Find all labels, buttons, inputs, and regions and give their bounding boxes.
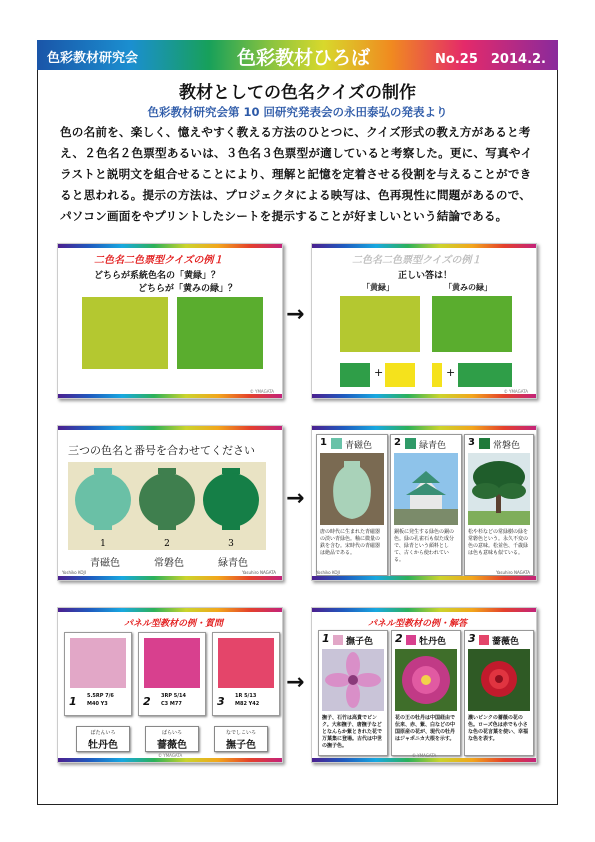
color-chip-card-1 (64, 632, 132, 716)
slide-title: 二色名二色票型クイズの例１ (94, 255, 224, 266)
card-number: 1 (320, 437, 327, 448)
card-swatch (405, 438, 416, 449)
body-line: ると思われる。提示の方法は、プロジェクタによる映写は、色再現性に問題があるので、 (60, 188, 532, 202)
chip-number: 2 (143, 695, 151, 708)
slide-lantern-quiz (57, 425, 283, 581)
answer-name: 牡丹色 (88, 740, 118, 751)
header-banner (37, 40, 558, 70)
slide-quiz-question (57, 243, 283, 399)
arrow-icon: → (286, 486, 305, 511)
chip-number: 1 (69, 695, 77, 708)
slide-photo-answer (311, 425, 537, 581)
color-chip-card-2 (138, 632, 206, 716)
chip-swatch (70, 638, 126, 688)
chip-swatch (144, 638, 200, 688)
lantern-number: 3 (228, 539, 234, 549)
arrow-icon: → (286, 302, 305, 327)
answer-card-3 (464, 434, 534, 576)
panel-swatch (406, 635, 416, 645)
color-swatch-a (82, 297, 168, 369)
copyright: © YMAGATA (158, 753, 183, 758)
rainbow-bar (312, 394, 536, 398)
rainbow-bar (312, 244, 536, 248)
body-line: え、２色名２色票型あるいは、３色名３色票型が適していると考察した。更に、写真やイ (60, 146, 533, 160)
panel-description: 花の王の牡丹は中国経由で伝来、赤、紫、白などの中国原産の花が、現代の牡丹はジャポニカ大根を示す。 (395, 715, 456, 742)
lantern-1 (75, 468, 131, 530)
body-line: 色の名前を、楽しく、憶えやすく教える方法のひとつに、クイズ形式の教え方があると考 (60, 125, 531, 139)
article-body (60, 122, 545, 227)
answer-tile-botan (76, 726, 130, 752)
rainbow-bar (58, 608, 282, 612)
rainbow-bar (58, 576, 282, 580)
answer-tile-nadeshiko (214, 726, 268, 752)
header-magazine: 色彩教材ひろば (237, 47, 371, 69)
color-swatch-yellowish-green (432, 296, 512, 352)
plus-sign: + (446, 366, 456, 379)
chip-number: 3 (217, 695, 225, 708)
chip-green-wide (458, 363, 512, 387)
lantern-number: 1 (100, 539, 106, 549)
color-swatch-yellowgreen (340, 296, 420, 352)
castle-photo (394, 453, 458, 525)
card-description: 松や杉などの常緑樹の緑を常磐色という。永久不変の色の意味。松並色、千歳緑は色も意味も似ている。 (468, 529, 529, 556)
author-right: Yasuhiro NAGATA (242, 570, 276, 575)
copyright: © YMAGATA (412, 753, 437, 758)
panel-number: 3 (468, 632, 476, 645)
quiz-question-1: どちらが系統色名の「黄緑」？ (94, 271, 221, 281)
lantern-2 (139, 468, 195, 530)
color-swatch-b (177, 297, 263, 369)
answer-card-1 (316, 434, 388, 576)
slide-panel-answer (311, 607, 537, 763)
chip-cmyk: M40 Y3 (87, 701, 108, 707)
header-org: 色彩教材研究会 (47, 51, 139, 66)
color-name-option: 常磐色 (154, 558, 184, 569)
panel-number: 1 (322, 632, 330, 645)
card-color-name: 常磐色 (493, 441, 521, 451)
dianthus-flower-photo (322, 649, 384, 711)
rainbow-bar (312, 758, 536, 762)
lantern-3 (203, 468, 259, 530)
card-description: 銅板に発生する緑色の銅の色。緑の孔雀石も似た成分で、緑青という顔料として、古くから使われている。 (394, 529, 455, 563)
panel-number: 2 (395, 632, 403, 645)
article-title: 教材としての色名クイズの制作 (179, 83, 416, 103)
slide-title: パネル型教材の例・質問 (124, 619, 224, 629)
lantern-panel (68, 462, 266, 550)
answer-name: 撫子色 (226, 740, 256, 751)
lantern-illustrations (68, 462, 266, 550)
answer-ruby: ぼたんいろ (90, 730, 116, 736)
panel-description: 濃いピンクの薔薇の花の色。ローズ色は赤でも小さな色の花言葉を使い、幸福な色を表す。 (468, 715, 529, 742)
panel-swatch (333, 635, 343, 645)
rainbow-bar (312, 426, 536, 430)
slide-panel-question (57, 607, 283, 763)
slide-title: 三つの色名と番号を合わせてください (68, 444, 255, 457)
answer-name: 薔薇色 (157, 740, 187, 751)
chip-code: 1R 5/13 (235, 693, 257, 699)
panel-color-name: 牡丹色 (419, 637, 447, 647)
answer-ruby: ばらいろ (161, 730, 182, 736)
answer-ruby: なでしこいろ (225, 730, 256, 736)
body-line: パソコン画面をやプリントしたシートを提示することが好ましいという結論である。 (60, 209, 508, 223)
chip-yellow-small (432, 363, 442, 387)
card-number: 3 (468, 437, 475, 448)
card-description: 唐の時代に生まれた青磁器の淡い青緑色。釉に微量の鉄を含む。宋時代の青磁器は絶品である。 (320, 529, 381, 556)
answer-heading: 正しい答は！ (398, 271, 453, 281)
answer-panel-3 (464, 630, 534, 756)
rainbow-bar (58, 244, 282, 248)
color-name-option: 青磁色 (90, 558, 120, 569)
rainbow-bar (312, 608, 536, 612)
body-line: ラストと説明文を組合せることにより、理解と記憶を定着させる役割を与えることができ (60, 167, 532, 181)
arrow-icon: → (286, 670, 305, 695)
peony-flower-photo (395, 649, 457, 711)
author-left: Yoshiko KOJI (62, 570, 86, 575)
answer-panel-1 (318, 630, 388, 756)
chip-cmyk: C3 M77 (161, 701, 182, 707)
copyright: © YMAGATA (503, 389, 528, 394)
pine-tree-photo (468, 453, 530, 525)
plus-sign: + (374, 366, 384, 379)
header-issue: No.25 2014.2. (435, 52, 546, 67)
lantern-number: 2 (164, 539, 170, 549)
rose-flower-photo (468, 649, 530, 711)
answer-tile-bara (145, 726, 199, 752)
slide-title: 二色名二色票型クイズの例１ (352, 255, 482, 266)
color-name-option: 緑青色 (218, 558, 248, 569)
answer-panel-2 (391, 630, 461, 756)
slide-title: パネル型教材の例・解答 (368, 619, 468, 629)
card-swatch (479, 438, 490, 449)
chip-swatch (218, 638, 274, 688)
chip-code: 3RP 5/14 (161, 693, 186, 699)
card-number: 2 (394, 437, 401, 448)
article-subtitle: 色彩教材研究会第 10 回研究発表会の永田泰弘の発表より (147, 105, 448, 119)
label-yellowgreen: 「黄緑」 (362, 283, 394, 292)
card-color-name: 青磁色 (345, 441, 373, 451)
card-swatch (331, 438, 342, 449)
copyright: © YMAGATA (249, 389, 274, 394)
slide-quiz-answer (311, 243, 537, 399)
rainbow-bar (58, 758, 282, 762)
author-right: Yasuhiro NAGATA (496, 570, 530, 575)
rainbow-bar (58, 394, 282, 398)
rainbow-bar (58, 426, 282, 430)
chip-green (340, 363, 370, 387)
quiz-question-2: どちらが「黄みの緑」？ (138, 284, 238, 294)
author-left: Yoshiko KOJI (316, 570, 340, 575)
card-color-name: 緑青色 (419, 441, 447, 451)
chip-cmyk: M82 Y42 (235, 701, 260, 707)
chip-code: 5.5RP 7/6 (87, 693, 114, 699)
panel-color-name: 薔薇色 (492, 637, 520, 647)
label-yellowish-green: 「黄みの緑」 (444, 283, 492, 292)
answer-card-2 (390, 434, 462, 576)
rainbow-bar (312, 576, 536, 580)
panel-description: 撫子、石竹は高貴でピンク。大和撫子、唐撫子などとなんらか紫ときれた花で万葉集に登場。古代は中世の撫子色。 (322, 715, 383, 749)
color-chip-card-3 (212, 632, 280, 716)
panel-color-name: 撫子色 (346, 637, 374, 647)
panel-swatch (479, 635, 489, 645)
celadon-vase-photo (320, 453, 384, 525)
chip-yellow (385, 363, 415, 387)
